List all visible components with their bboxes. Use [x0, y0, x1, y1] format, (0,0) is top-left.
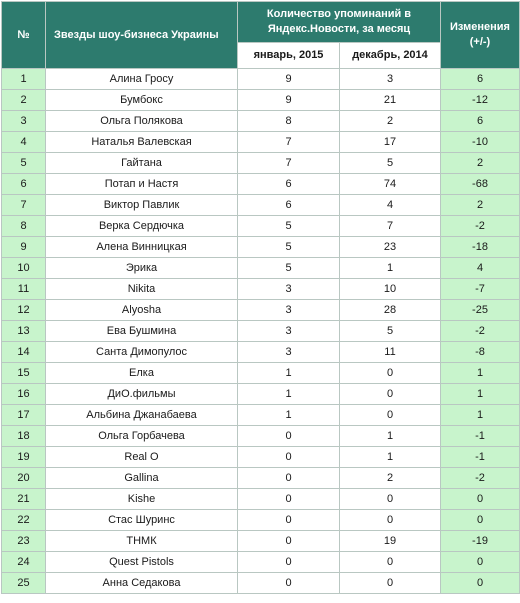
cell-dec: 21 — [340, 90, 441, 111]
cell-num: 17 — [2, 405, 46, 426]
cell-num: 8 — [2, 216, 46, 237]
cell-dec: 0 — [340, 384, 441, 405]
cell-change: -18 — [441, 237, 520, 258]
table-row — [2, 447, 520, 468]
cell-name: Альбина Джанабаева — [46, 405, 238, 426]
cell-num: 24 — [2, 552, 46, 573]
table-row — [2, 69, 520, 90]
table-row — [2, 195, 520, 216]
cell-jan: 5 — [238, 237, 340, 258]
header-jan: январь, 2015 — [238, 43, 340, 69]
cell-change: -19 — [441, 531, 520, 552]
cell-change: -1 — [441, 426, 520, 447]
cell-name: Ева Бушмина — [46, 321, 238, 342]
cell-num: 5 — [2, 153, 46, 174]
cell-dec: 0 — [340, 573, 441, 594]
cell-dec: 4 — [340, 195, 441, 216]
cell-num: 22 — [2, 510, 46, 531]
cell-change: 6 — [441, 69, 520, 90]
cell-dec: 1 — [340, 426, 441, 447]
cell-name: Kishe — [46, 489, 238, 510]
cell-change: -12 — [441, 90, 520, 111]
cell-dec: 0 — [340, 552, 441, 573]
cell-jan: 0 — [238, 468, 340, 489]
cell-change: 2 — [441, 195, 520, 216]
cell-jan: 8 — [238, 111, 340, 132]
cell-dec: 2 — [340, 468, 441, 489]
cell-jan: 1 — [238, 405, 340, 426]
cell-num: 12 — [2, 300, 46, 321]
header-dec: декабрь, 2014 — [340, 43, 441, 69]
cell-change: 1 — [441, 405, 520, 426]
cell-num: 2 — [2, 90, 46, 111]
table-row — [2, 552, 520, 573]
table-row — [2, 174, 520, 195]
header-row-top — [2, 2, 520, 43]
cell-name: Анна Седакова — [46, 573, 238, 594]
cell-dec: 3 — [340, 69, 441, 90]
cell-name: Ольга Горбачева — [46, 426, 238, 447]
cell-dec: 2 — [340, 111, 441, 132]
cell-jan: 3 — [238, 279, 340, 300]
cell-jan: 3 — [238, 300, 340, 321]
cell-name: Елка — [46, 363, 238, 384]
table-row — [2, 237, 520, 258]
cell-change: 0 — [441, 573, 520, 594]
cell-jan: 9 — [238, 69, 340, 90]
cell-num: 21 — [2, 489, 46, 510]
cell-name: Потап и Настя — [46, 174, 238, 195]
cell-change: -68 — [441, 174, 520, 195]
cell-jan: 9 — [238, 90, 340, 111]
cell-change: -2 — [441, 216, 520, 237]
table-body — [2, 69, 520, 594]
table-row — [2, 153, 520, 174]
cell-dec: 11 — [340, 342, 441, 363]
table-row — [2, 111, 520, 132]
cell-change: -2 — [441, 468, 520, 489]
cell-dec: 7 — [340, 216, 441, 237]
cell-jan: 3 — [238, 342, 340, 363]
cell-num: 9 — [2, 237, 46, 258]
cell-name: Эрика — [46, 258, 238, 279]
table-row — [2, 132, 520, 153]
cell-change: 6 — [441, 111, 520, 132]
cell-dec: 5 — [340, 321, 441, 342]
header-change: Изменения (+/-) — [441, 2, 520, 69]
cell-dec: 0 — [340, 363, 441, 384]
cell-num: 15 — [2, 363, 46, 384]
cell-dec: 5 — [340, 153, 441, 174]
table-row — [2, 426, 520, 447]
cell-num: 20 — [2, 468, 46, 489]
cell-jan: 5 — [238, 258, 340, 279]
cell-name: Алена Винницкая — [46, 237, 238, 258]
table-row — [2, 468, 520, 489]
cell-name: Верка Сердючка — [46, 216, 238, 237]
cell-name: Гайтана — [46, 153, 238, 174]
cell-num: 11 — [2, 279, 46, 300]
cell-num: 10 — [2, 258, 46, 279]
table-row — [2, 573, 520, 594]
cell-change: 2 — [441, 153, 520, 174]
cell-change: 1 — [441, 363, 520, 384]
cell-dec: 0 — [340, 510, 441, 531]
cell-jan: 1 — [238, 384, 340, 405]
cell-name: Alyosha — [46, 300, 238, 321]
header-mentions: Количество упоминаний в Яндекс.Новости, за месяц — [238, 2, 441, 43]
cell-num: 6 — [2, 174, 46, 195]
cell-change: 0 — [441, 489, 520, 510]
cell-name: Real O — [46, 447, 238, 468]
table-row — [2, 342, 520, 363]
cell-num: 3 — [2, 111, 46, 132]
table-row — [2, 489, 520, 510]
cell-num: 19 — [2, 447, 46, 468]
cell-jan: 0 — [238, 552, 340, 573]
cell-name: Ольга Полякова — [46, 111, 238, 132]
table-row — [2, 405, 520, 426]
cell-name: Стас Шуринс — [46, 510, 238, 531]
cell-dec: 17 — [340, 132, 441, 153]
table-row — [2, 216, 520, 237]
cell-name: Бумбокс — [46, 90, 238, 111]
cell-jan: 0 — [238, 489, 340, 510]
cell-dec: 1 — [340, 447, 441, 468]
cell-dec: 74 — [340, 174, 441, 195]
cell-jan: 6 — [238, 174, 340, 195]
cell-num: 13 — [2, 321, 46, 342]
cell-jan: 0 — [238, 531, 340, 552]
cell-jan: 0 — [238, 426, 340, 447]
table-row — [2, 258, 520, 279]
cell-name: Quest Pistols — [46, 552, 238, 573]
cell-name: Виктор Павлик — [46, 195, 238, 216]
header-name: Звезды шоу-бизнеса Украины — [46, 2, 238, 69]
cell-num: 7 — [2, 195, 46, 216]
table-row — [2, 510, 520, 531]
cell-name: ТНМК — [46, 531, 238, 552]
cell-dec: 0 — [340, 405, 441, 426]
cell-name: Санта Димопулос — [46, 342, 238, 363]
table-row — [2, 279, 520, 300]
cell-jan: 0 — [238, 510, 340, 531]
table-row — [2, 321, 520, 342]
cell-change: -25 — [441, 300, 520, 321]
cell-change: -2 — [441, 321, 520, 342]
cell-jan: 0 — [238, 447, 340, 468]
cell-num: 16 — [2, 384, 46, 405]
cell-dec: 19 — [340, 531, 441, 552]
cell-num: 14 — [2, 342, 46, 363]
cell-name: Nikita — [46, 279, 238, 300]
table-row — [2, 90, 520, 111]
cell-num: 23 — [2, 531, 46, 552]
cell-dec: 23 — [340, 237, 441, 258]
table-row — [2, 300, 520, 321]
cell-change: 0 — [441, 552, 520, 573]
cell-dec: 1 — [340, 258, 441, 279]
cell-change: -1 — [441, 447, 520, 468]
header-num: № — [2, 2, 46, 69]
cell-num: 18 — [2, 426, 46, 447]
cell-num: 25 — [2, 573, 46, 594]
cell-num: 4 — [2, 132, 46, 153]
cell-change: -7 — [441, 279, 520, 300]
cell-change: 1 — [441, 384, 520, 405]
cell-change: -10 — [441, 132, 520, 153]
cell-name: Gallina — [46, 468, 238, 489]
cell-jan: 0 — [238, 573, 340, 594]
table-header — [2, 2, 520, 69]
cell-jan: 6 — [238, 195, 340, 216]
cell-jan: 7 — [238, 153, 340, 174]
table-row — [2, 363, 520, 384]
cell-change: -8 — [441, 342, 520, 363]
cell-dec: 10 — [340, 279, 441, 300]
cell-dec: 28 — [340, 300, 441, 321]
cell-name: Алина Гросу — [46, 69, 238, 90]
cell-jan: 7 — [238, 132, 340, 153]
cell-dec: 0 — [340, 489, 441, 510]
cell-name: ДиО.фильмы — [46, 384, 238, 405]
cell-name: Наталья Валевская — [46, 132, 238, 153]
celebrity-mentions-table — [1, 1, 520, 594]
table-row — [2, 531, 520, 552]
cell-jan: 5 — [238, 216, 340, 237]
table-row — [2, 384, 520, 405]
cell-jan: 3 — [238, 321, 340, 342]
cell-change: 4 — [441, 258, 520, 279]
cell-jan: 1 — [238, 363, 340, 384]
cell-num: 1 — [2, 69, 46, 90]
cell-change: 0 — [441, 510, 520, 531]
